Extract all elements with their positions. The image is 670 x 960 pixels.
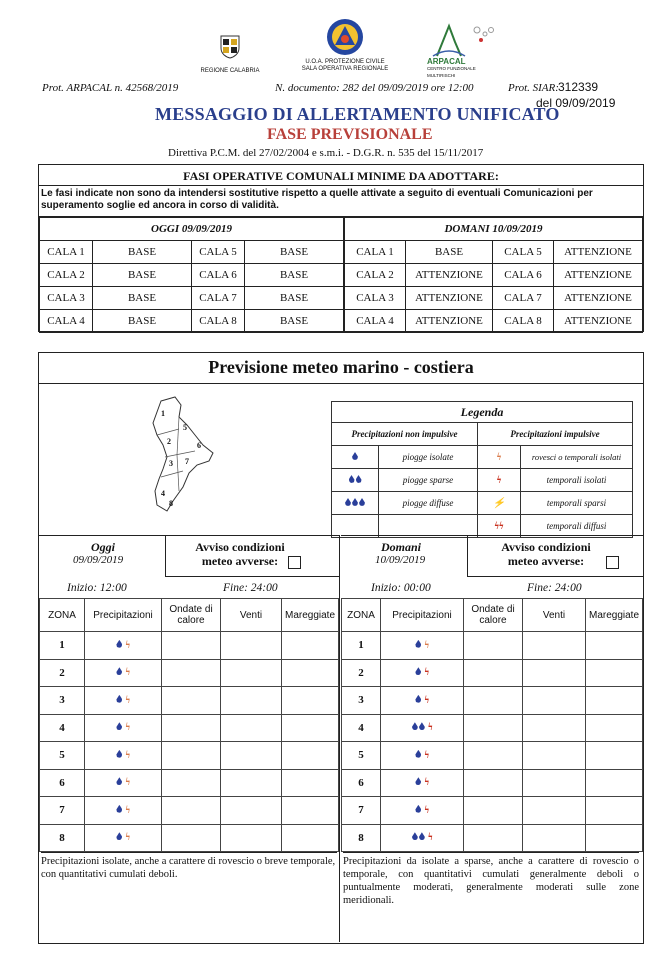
wind-cell xyxy=(221,687,282,715)
table-cell: BASE xyxy=(406,241,493,264)
rain-drop-icon xyxy=(415,695,421,703)
rain-drop-icon xyxy=(419,832,425,840)
storm-surge-cell xyxy=(282,742,339,770)
heatwave-cell xyxy=(464,769,523,797)
calabria-zones-map xyxy=(143,395,223,513)
rain-drop-icon xyxy=(415,805,421,813)
rain-drop-icon xyxy=(415,667,421,675)
table-row xyxy=(40,769,339,797)
rain-drop-icon xyxy=(116,805,122,813)
prot-siar-label: Prot. SIAR: xyxy=(508,82,559,94)
legend-label: rovesci o temporali isolati xyxy=(521,446,633,469)
oggi-inizio: Inizio: 12:00 xyxy=(67,582,127,594)
table-cell: CALA 4 xyxy=(40,310,93,333)
shower-bolt-icon: ϟ xyxy=(125,722,131,734)
table-cell: ATTENZIONE xyxy=(554,241,643,264)
precipitation-cell xyxy=(381,742,464,770)
map-label: 3 xyxy=(169,459,173,468)
storm-surge-cell xyxy=(282,659,339,687)
heatwave-cell xyxy=(162,687,221,715)
table-cell: ATTENZIONE xyxy=(554,287,643,310)
oggi-avviso-cell xyxy=(165,536,340,577)
heatwave-cell xyxy=(464,714,523,742)
wind-cell xyxy=(221,714,282,742)
zone-number: 7 xyxy=(40,797,85,825)
wind-cell xyxy=(221,797,282,825)
table-row xyxy=(40,241,643,264)
table-row xyxy=(40,264,643,287)
thunderstorm-bolt-icon: ϟ xyxy=(496,475,502,486)
zone-number: 3 xyxy=(342,687,381,715)
zone-number: 6 xyxy=(40,769,85,797)
rain-drop-icon xyxy=(356,475,362,483)
rain-drop-icon xyxy=(116,722,122,730)
calabria-crest-icon xyxy=(217,34,243,60)
precipitation-cell xyxy=(85,769,162,797)
rain-drop-icon xyxy=(116,667,122,675)
table-row xyxy=(342,687,643,715)
legend-label: temporali sparsi xyxy=(521,492,633,515)
table-cell: ATTENZIONE xyxy=(554,310,643,333)
regione-calabria-logo xyxy=(190,34,270,78)
rain-drop-icon xyxy=(415,777,421,785)
table-row xyxy=(40,824,339,852)
thunderstorm-bolt-icon: ϟ xyxy=(424,667,430,679)
zone-number: 2 xyxy=(342,659,381,687)
shower-bolt-icon: ϟ xyxy=(424,639,430,651)
table-row xyxy=(40,287,643,310)
map-label: 6 xyxy=(197,441,201,450)
oggi-fine: Fine: 24:00 xyxy=(223,582,278,594)
direttiva-reference: Direttiva P.C.M. del 27/02/2004 e s.m.i. - D.G.R. n. 535 del 15/11/2017 xyxy=(168,147,484,159)
table-row xyxy=(342,742,643,770)
thunderstorm-bolt-icon: ϟ xyxy=(424,777,430,789)
rain-drop-icon xyxy=(116,750,122,758)
heatwave-cell xyxy=(464,687,523,715)
domani-forecast-table xyxy=(341,598,643,852)
page-subtitle: FASE PREVISIONALE xyxy=(267,126,433,143)
table-cell: CALA 3 xyxy=(40,287,93,310)
wind-cell xyxy=(221,632,282,660)
zone-number: 8 xyxy=(342,824,381,852)
map-label: 2 xyxy=(167,437,171,446)
rain-drop-icon xyxy=(116,832,122,840)
storm-surge-cell xyxy=(282,687,339,715)
legend-symbol xyxy=(332,469,379,492)
storm-surge-cell xyxy=(586,824,643,852)
legend-label: piogge diffuse xyxy=(379,492,478,515)
legend-symbol xyxy=(478,446,521,469)
zone-number: 4 xyxy=(342,714,381,742)
table-cell: CALA 7 xyxy=(493,287,554,310)
rain-drop-icon xyxy=(116,695,122,703)
legend-label: piogge sparse xyxy=(379,469,478,492)
wind-cell xyxy=(221,742,282,770)
storm-surge-cell xyxy=(586,632,643,660)
table-cell: CALA 3 xyxy=(344,287,406,310)
precipitation-cell xyxy=(381,632,464,660)
rain-drop-icon xyxy=(352,498,358,506)
table-cell: BASE xyxy=(245,241,345,264)
table-cell: BASE xyxy=(245,310,345,333)
column-header: Venti xyxy=(221,599,282,632)
domani-avviso-checkbox[interactable] xyxy=(606,556,619,569)
wind-cell xyxy=(523,632,586,660)
domani-fine: Fine: 24:00 xyxy=(527,582,582,594)
heatwave-cell xyxy=(162,769,221,797)
oggi-label: Oggi xyxy=(91,540,115,554)
table-row xyxy=(40,632,339,660)
legend-symbol xyxy=(478,492,521,515)
arpacal-emblem-icon xyxy=(415,22,505,58)
prot-siar-number: 312339 xyxy=(558,80,599,94)
fasi-table xyxy=(39,217,643,333)
calabria-logo-text: REGIONE CALABRIA xyxy=(200,68,260,74)
table-cell: BASE xyxy=(93,264,192,287)
oggi-date: 09/09/2019 xyxy=(73,554,124,566)
shower-bolt-icon: ϟ xyxy=(125,777,131,789)
table-cell: CALA 1 xyxy=(344,241,406,264)
storm-surge-cell xyxy=(282,714,339,742)
legend-label: temporali diffusi xyxy=(521,515,633,538)
legend-label: temporali isolati xyxy=(521,469,633,492)
table-row xyxy=(40,797,339,825)
thunderstorm-bolt-icon: ϟ xyxy=(424,694,430,706)
prot-arpacal: Prot. ARPACAL n. 42568/2019 xyxy=(42,82,179,94)
domani-description: Precipitazioni da isolate a sparse, anche a carattere di rovescio o temporale, con quantitativi cumulati generalmente deboli o puntualmente moderati, generalmente moderati sulle zone meridionali. xyxy=(343,852,639,907)
shower-bolt-icon: ϟ xyxy=(125,804,131,816)
wind-cell xyxy=(523,824,586,852)
rain-drop-icon xyxy=(116,777,122,785)
shower-bolt-icon: ϟ xyxy=(125,667,131,679)
table-cell: ATTENZIONE xyxy=(554,264,643,287)
column-header: Mareggiate xyxy=(282,599,339,632)
table-cell: CALA 2 xyxy=(40,264,93,287)
wind-cell xyxy=(523,742,586,770)
table-row xyxy=(342,659,643,687)
table-row xyxy=(40,659,339,687)
zone-number: 6 xyxy=(342,769,381,797)
table-cell: BASE xyxy=(93,241,192,264)
precipitation-cell xyxy=(85,632,162,660)
thunderstorm-bolt-icon: ϟϟ xyxy=(494,521,504,532)
table-cell: ATTENZIONE xyxy=(406,264,493,287)
storm-surge-cell xyxy=(586,659,643,687)
wind-cell xyxy=(221,659,282,687)
storm-surge-cell xyxy=(282,632,339,660)
map-svg xyxy=(143,395,223,513)
previsione-meteo-box xyxy=(38,352,644,944)
table-cell: CALA 6 xyxy=(493,264,554,287)
fasi-note: Le fasi indicate non sono da intendersi sostitutive rispetto a quelle attivate a seguito di eventuali Comunicazioni per superamento soglie ed ancora in corso di validità. xyxy=(39,186,643,217)
legenda-table xyxy=(331,401,633,538)
precipitation-cell xyxy=(381,714,464,742)
thunderstorm-bolt-icon: ϟ xyxy=(428,832,433,844)
table-row xyxy=(342,714,643,742)
column-header: ZONA xyxy=(40,599,85,632)
oggi-forecast-table xyxy=(39,598,339,852)
legend-symbol xyxy=(332,492,379,515)
table-cell: CALA 4 xyxy=(344,310,406,333)
precipitation-cell xyxy=(381,659,464,687)
domani-avviso-label: Avviso condizioni meteo avverse: xyxy=(501,540,591,568)
zone-number: 7 xyxy=(342,797,381,825)
domani-label: Domani xyxy=(381,540,422,554)
arpacal-logo xyxy=(415,22,505,78)
heatwave-cell xyxy=(464,659,523,687)
table-row xyxy=(40,687,339,715)
rain-drop-icon xyxy=(415,750,421,758)
rain-drop-icon xyxy=(359,498,365,506)
heatwave-cell xyxy=(464,797,523,825)
arpacal-logo-text: ARPACAL xyxy=(427,57,466,66)
heatwave-cell xyxy=(464,824,523,852)
heatwave-cell xyxy=(162,797,221,825)
zone-number: 4 xyxy=(40,714,85,742)
table-row xyxy=(40,310,643,333)
rain-drop-icon xyxy=(116,640,122,648)
rain-drop-icon xyxy=(352,452,358,460)
storm-surge-cell xyxy=(586,714,643,742)
rain-drop-icon xyxy=(345,498,351,506)
column-header: Mareggiate xyxy=(586,599,643,632)
oggi-avviso-label: Avviso condizioni meteo avverse: xyxy=(195,540,285,568)
legenda-col-non-impulsive: Precipitazioni non impulsive xyxy=(332,423,478,446)
table-row xyxy=(342,632,643,660)
legenda-title: Legenda xyxy=(332,402,633,423)
column-header: Venti xyxy=(523,599,586,632)
zone-number: 2 xyxy=(40,659,85,687)
storm-surge-cell xyxy=(586,742,643,770)
map-label: 5 xyxy=(183,423,187,432)
shower-bolt-icon: ϟ xyxy=(496,452,502,463)
zone-number: 5 xyxy=(40,742,85,770)
precipitation-cell xyxy=(381,797,464,825)
table-cell: CALA 8 xyxy=(192,310,245,333)
protezione-logo-line1: U.O.A. PROTEZIONE CIVILE xyxy=(305,59,385,65)
oggi-description: Precipitazioni isolate, anche a carattere di rovescio o breve temporale, con quantitativi cumulati deboli. xyxy=(41,852,337,881)
arpacal-logo-subtext: CENTRO FUNZIONALE MULTIRISCHI xyxy=(427,66,476,78)
rain-drop-icon xyxy=(349,475,355,483)
column-header: Precipitazioni xyxy=(381,599,464,632)
storm-surge-cell xyxy=(282,824,339,852)
map-label: 1 xyxy=(161,409,165,418)
precipitation-cell xyxy=(381,824,464,852)
table-cell: BASE xyxy=(245,264,345,287)
zone-number: 1 xyxy=(40,632,85,660)
precipitation-cell xyxy=(85,742,162,770)
legenda xyxy=(331,401,633,538)
thunderstorm-bolt-icon: ϟ xyxy=(424,749,430,761)
table-cell: CALA 2 xyxy=(344,264,406,287)
table-cell: ATTENZIONE xyxy=(406,310,493,333)
table-cell: CALA 7 xyxy=(192,287,245,310)
heatwave-cell xyxy=(162,632,221,660)
thunderstorm-bolt-icon: ϟ xyxy=(424,804,430,816)
documento-number: N. documento: 282 del 09/09/2019 ore 12:00 xyxy=(275,82,474,94)
fasi-title: FASI OPERATIVE COMUNALI MINIME DA ADOTTARE: xyxy=(39,165,643,186)
wind-cell xyxy=(523,769,586,797)
precipitation-cell xyxy=(85,659,162,687)
table-cell: CALA 8 xyxy=(493,310,554,333)
protezione-civile-logo xyxy=(290,18,400,76)
table-cell: CALA 6 xyxy=(192,264,245,287)
rain-drop-icon xyxy=(412,832,418,840)
map-label: 8 xyxy=(169,499,173,508)
table-cell: BASE xyxy=(245,287,345,310)
rain-drop-icon xyxy=(412,722,418,730)
legenda-col-impulsive: Precipitazioni impulsive xyxy=(478,423,633,446)
storm-surge-cell xyxy=(586,797,643,825)
rain-drop-icon xyxy=(419,722,425,730)
heatwave-cell xyxy=(464,742,523,770)
shower-bolt-icon: ϟ xyxy=(125,694,131,706)
table-cell: BASE xyxy=(93,287,192,310)
table-row xyxy=(342,769,643,797)
domani-date: 10/09/2019 xyxy=(375,554,426,566)
domani-header: DOMANI 10/09/2019 xyxy=(344,218,643,241)
prot-siar-date: del 09/09/2019 xyxy=(536,96,616,110)
legend-symbol xyxy=(332,446,379,469)
storm-surge-cell xyxy=(282,797,339,825)
meteo-title: Previsione meteo marino - costiera xyxy=(39,353,643,384)
wind-cell xyxy=(221,824,282,852)
map-label: 4 xyxy=(161,489,165,498)
domani-avviso-cell xyxy=(467,536,644,577)
table-cell: CALA 5 xyxy=(493,241,554,264)
precipitation-cell xyxy=(85,714,162,742)
thunderstorm-bolt-icon: ⚡ xyxy=(492,498,506,509)
map-label: 7 xyxy=(185,457,189,466)
table-row xyxy=(40,742,339,770)
wind-cell xyxy=(523,714,586,742)
thunderstorm-bolt-icon: ϟ xyxy=(428,722,433,734)
domani-inizio: Inizio: 00:00 xyxy=(371,582,431,594)
legend-symbol xyxy=(478,469,521,492)
oggi-panel xyxy=(39,535,340,942)
precipitation-cell xyxy=(85,824,162,852)
column-header: ZONA xyxy=(342,599,381,632)
protezione-civile-emblem-icon xyxy=(326,18,364,56)
wind-cell xyxy=(221,769,282,797)
zone-number: 5 xyxy=(342,742,381,770)
heatwave-cell xyxy=(162,659,221,687)
column-header: Precipitazioni xyxy=(85,599,162,632)
oggi-header: OGGI 09/09/2019 xyxy=(40,218,345,241)
table-cell: ATTENZIONE xyxy=(406,287,493,310)
oggi-avviso-checkbox[interactable] xyxy=(288,556,301,569)
storm-surge-cell xyxy=(586,769,643,797)
column-header: Ondate di calore xyxy=(162,599,221,632)
column-header: Ondate di calore xyxy=(464,599,523,632)
legend-label: piogge isolate xyxy=(379,446,478,469)
heatwave-cell xyxy=(162,742,221,770)
table-cell: BASE xyxy=(93,310,192,333)
precipitation-cell xyxy=(85,797,162,825)
table-row xyxy=(342,797,643,825)
table-row xyxy=(40,714,339,742)
page-title: MESSAGGIO DI ALLERTAMENTO UNIFICATO xyxy=(155,104,560,124)
heatwave-cell xyxy=(162,714,221,742)
storm-surge-cell xyxy=(586,687,643,715)
rain-drop-icon xyxy=(415,640,421,648)
zone-number: 1 xyxy=(342,632,381,660)
shower-bolt-icon: ϟ xyxy=(125,832,131,844)
zone-number: 8 xyxy=(40,824,85,852)
zone-number: 3 xyxy=(40,687,85,715)
precipitation-cell xyxy=(381,769,464,797)
storm-surge-cell xyxy=(282,769,339,797)
wind-cell xyxy=(523,797,586,825)
shower-bolt-icon: ϟ xyxy=(125,639,131,651)
table-cell: CALA 5 xyxy=(192,241,245,264)
shower-bolt-icon: ϟ xyxy=(125,749,131,761)
heatwave-cell xyxy=(162,824,221,852)
wind-cell xyxy=(523,687,586,715)
wind-cell xyxy=(523,659,586,687)
precipitation-cell xyxy=(85,687,162,715)
protezione-logo-line2: SALA OPERATIVA REGIONALE xyxy=(301,66,389,72)
table-row xyxy=(342,824,643,852)
table-cell: CALA 1 xyxy=(40,241,93,264)
domani-panel xyxy=(341,535,643,942)
fasi-operative-box xyxy=(38,164,644,332)
heatwave-cell xyxy=(464,632,523,660)
precipitation-cell xyxy=(381,687,464,715)
